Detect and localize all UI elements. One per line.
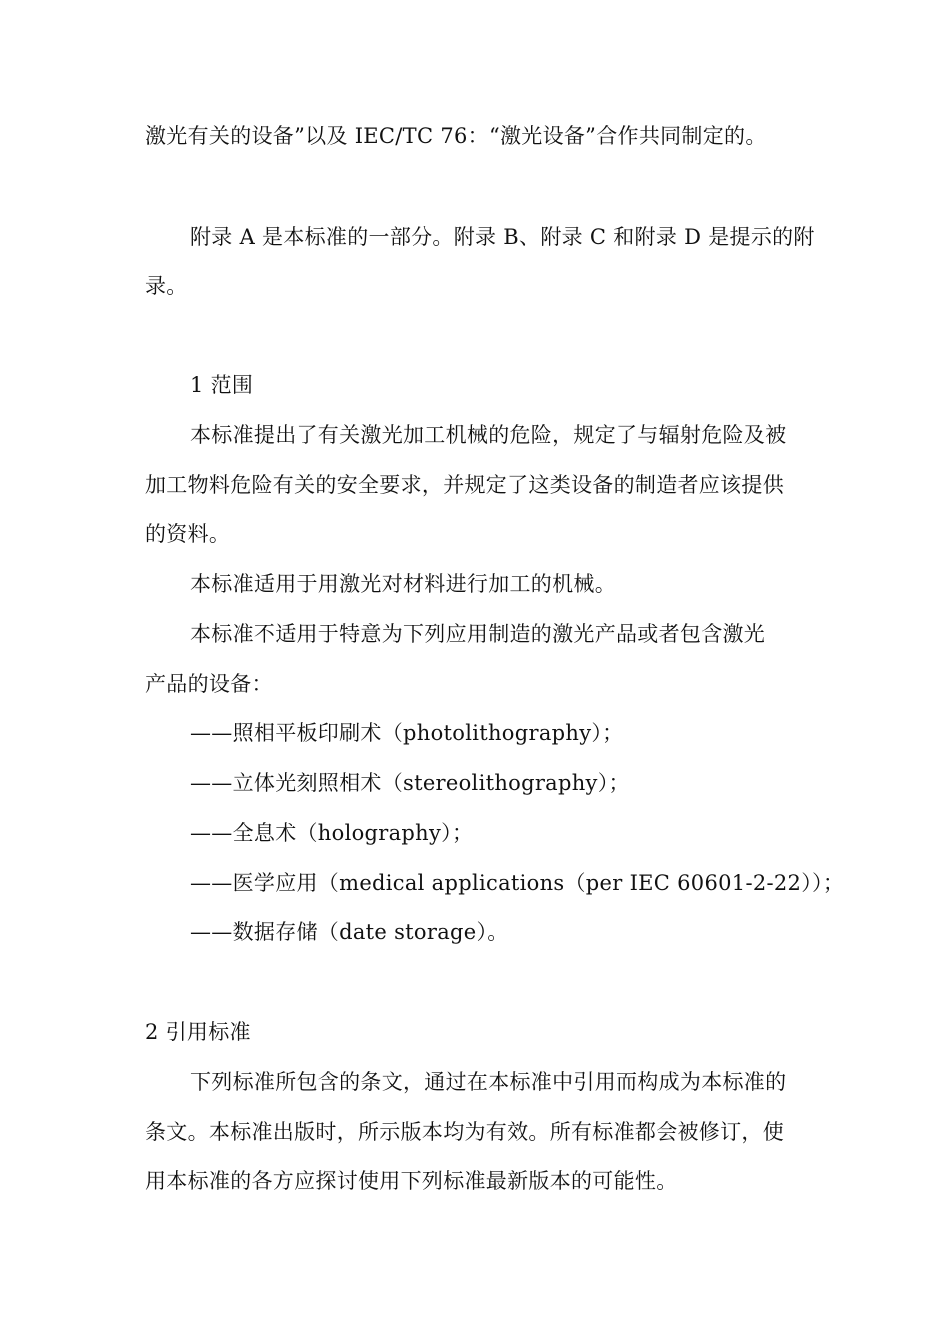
list-item: ——数据存储（date storage）。: [190, 920, 509, 944]
section-2-heading: 2 引用标准: [145, 1020, 251, 1044]
scope-paragraph-1-line-1: 本标准提出了有关激光加工机械的危险，规定了与辐射危险及被: [190, 423, 787, 447]
scope-paragraph-3-line-1: 本标准不适用于特意为下列应用制造的激光产品或者包含激光: [190, 622, 766, 646]
scope-paragraph-2: 本标准适用于用激光对材料进行加工的机械。: [190, 572, 616, 596]
annex-paragraph-line-2: 录。: [145, 274, 188, 298]
references-paragraph-line-3: 用本标准的各方应探讨使用下列标准最新版本的可能性。: [145, 1169, 678, 1193]
references-paragraph-line-2: 条文。本标准出版时，所示版本均为有效。所有标准都会被修订，使: [145, 1120, 784, 1144]
scope-paragraph-3-line-2: 产品的设备：: [145, 672, 273, 696]
scope-paragraph-1-line-2: 加工物料危险有关的安全要求，并规定了这类设备的制造者应该提供: [145, 473, 784, 497]
list-item: ——全息术（holography）；: [190, 821, 474, 845]
list-item: ——照相平板印刷术（photolithography）；: [190, 721, 624, 745]
scope-paragraph-1-line-3: 的资料。: [145, 522, 231, 546]
references-paragraph-line-1: 下列标准所包含的条文，通过在本标准中引用而构成为本标准的: [190, 1070, 787, 1094]
list-item: ——医学应用（medical applications（per IEC 60601-2-22））；: [190, 871, 845, 895]
annex-paragraph-line-1: 附录 A 是本标准的一部分。附录 B、附录 C 和附录 D 是提示的附: [190, 225, 815, 249]
list-item: ——立体光刻照相术（stereolithography）；: [190, 771, 630, 795]
section-1-heading: 1 范围: [190, 373, 254, 397]
intro-tail-line: 激光有关的设备”以及 IEC/TC 76：“激光设备”合作共同制定的。: [145, 124, 767, 148]
